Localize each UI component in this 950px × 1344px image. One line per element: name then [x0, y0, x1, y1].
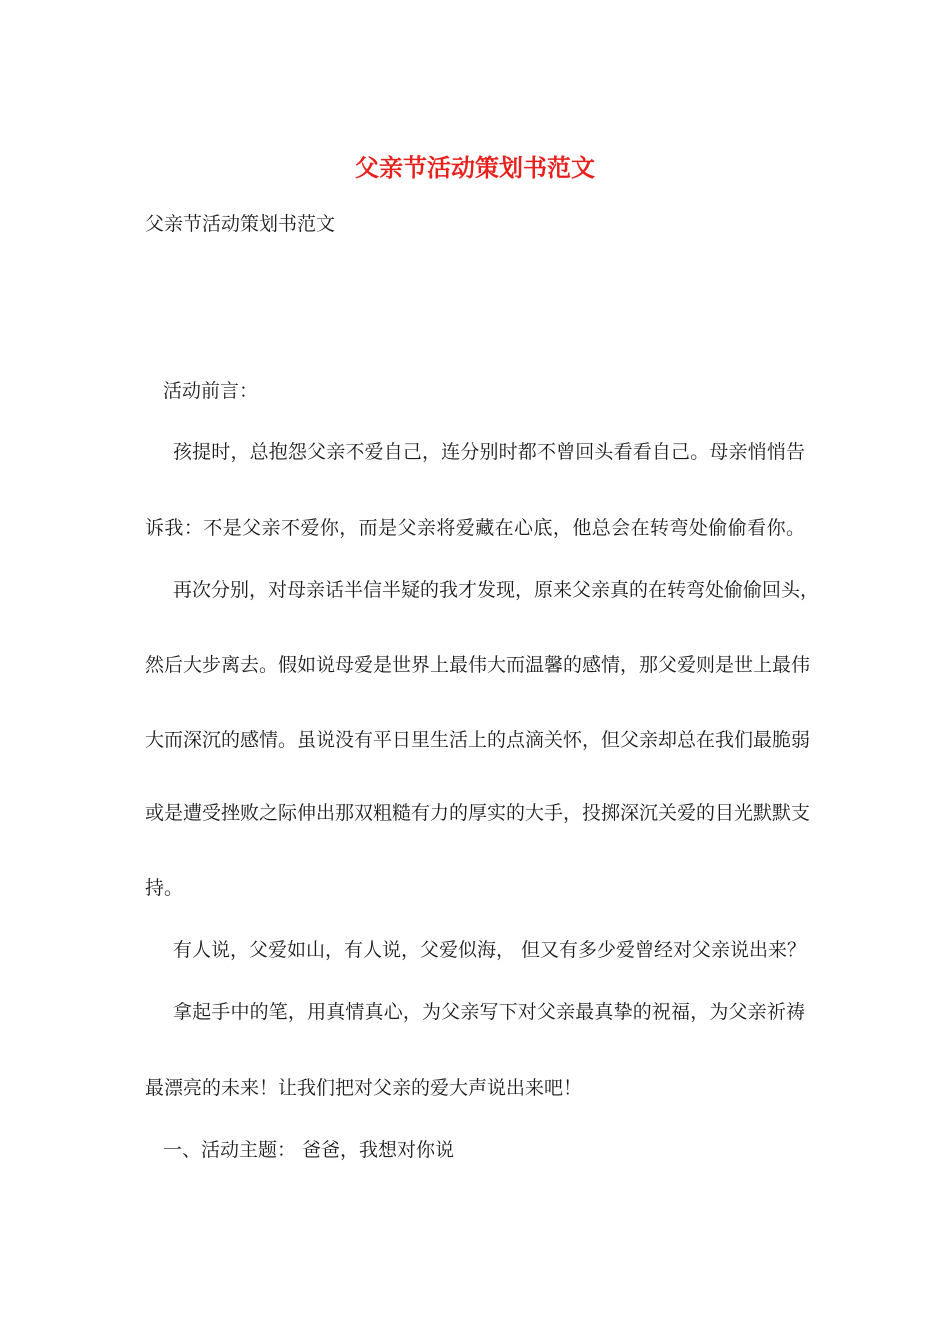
- paragraph-line-7: 持。: [145, 877, 184, 899]
- paragraph-line-9: 拿起手中的笔，用真情真心，为父亲写下对父亲最真挚的祝福，为父亲祈祷: [173, 1001, 805, 1023]
- paragraph-line-10: 最漂亮的未来！让我们把对父亲的爱大声说出来吧！: [145, 1077, 583, 1099]
- paragraph-line-6: 或是遭受挫败之际伸出那双粗糙有力的厚实的大手，投掷深沉关爱的目光默默支: [145, 802, 811, 824]
- paragraph-line-8: 有人说，父爱如山，有人说，父爱似海， 但又有多少爱曾经对父亲说出来？: [173, 939, 807, 961]
- document-subtitle: 父亲节活动策划书范文: [145, 213, 336, 235]
- document-title: 父亲节活动策划书范文: [355, 153, 595, 182]
- section-one-heading: 一、活动主题： 爸爸，我想对你说: [163, 1139, 455, 1161]
- paragraph-line-1: 孩提时，总抱怨父亲不爱自己，连分别时都不曾回头看看自己。母亲悄悄告: [173, 441, 805, 463]
- paragraph-line-5: 大而深沉的感情。虽说没有平日里生活上的点滴关怀，但父亲却总在我们最脆弱: [145, 729, 811, 751]
- preface-heading: 活动前言：: [163, 380, 259, 402]
- paragraph-line-3: 再次分别，对母亲话半信半疑的我才发现，原来父亲真的在转弯处偷偷回头，: [173, 579, 820, 601]
- paragraph-line-4: 然后大步离去。假如说母爱是世界上最伟大而温馨的感情，那父爱则是世上最伟: [145, 654, 811, 676]
- paragraph-line-2: 诉我：不是父亲不爱你，而是父亲将爱藏在心底，他总会在转弯处偷偷看你。: [145, 517, 805, 539]
